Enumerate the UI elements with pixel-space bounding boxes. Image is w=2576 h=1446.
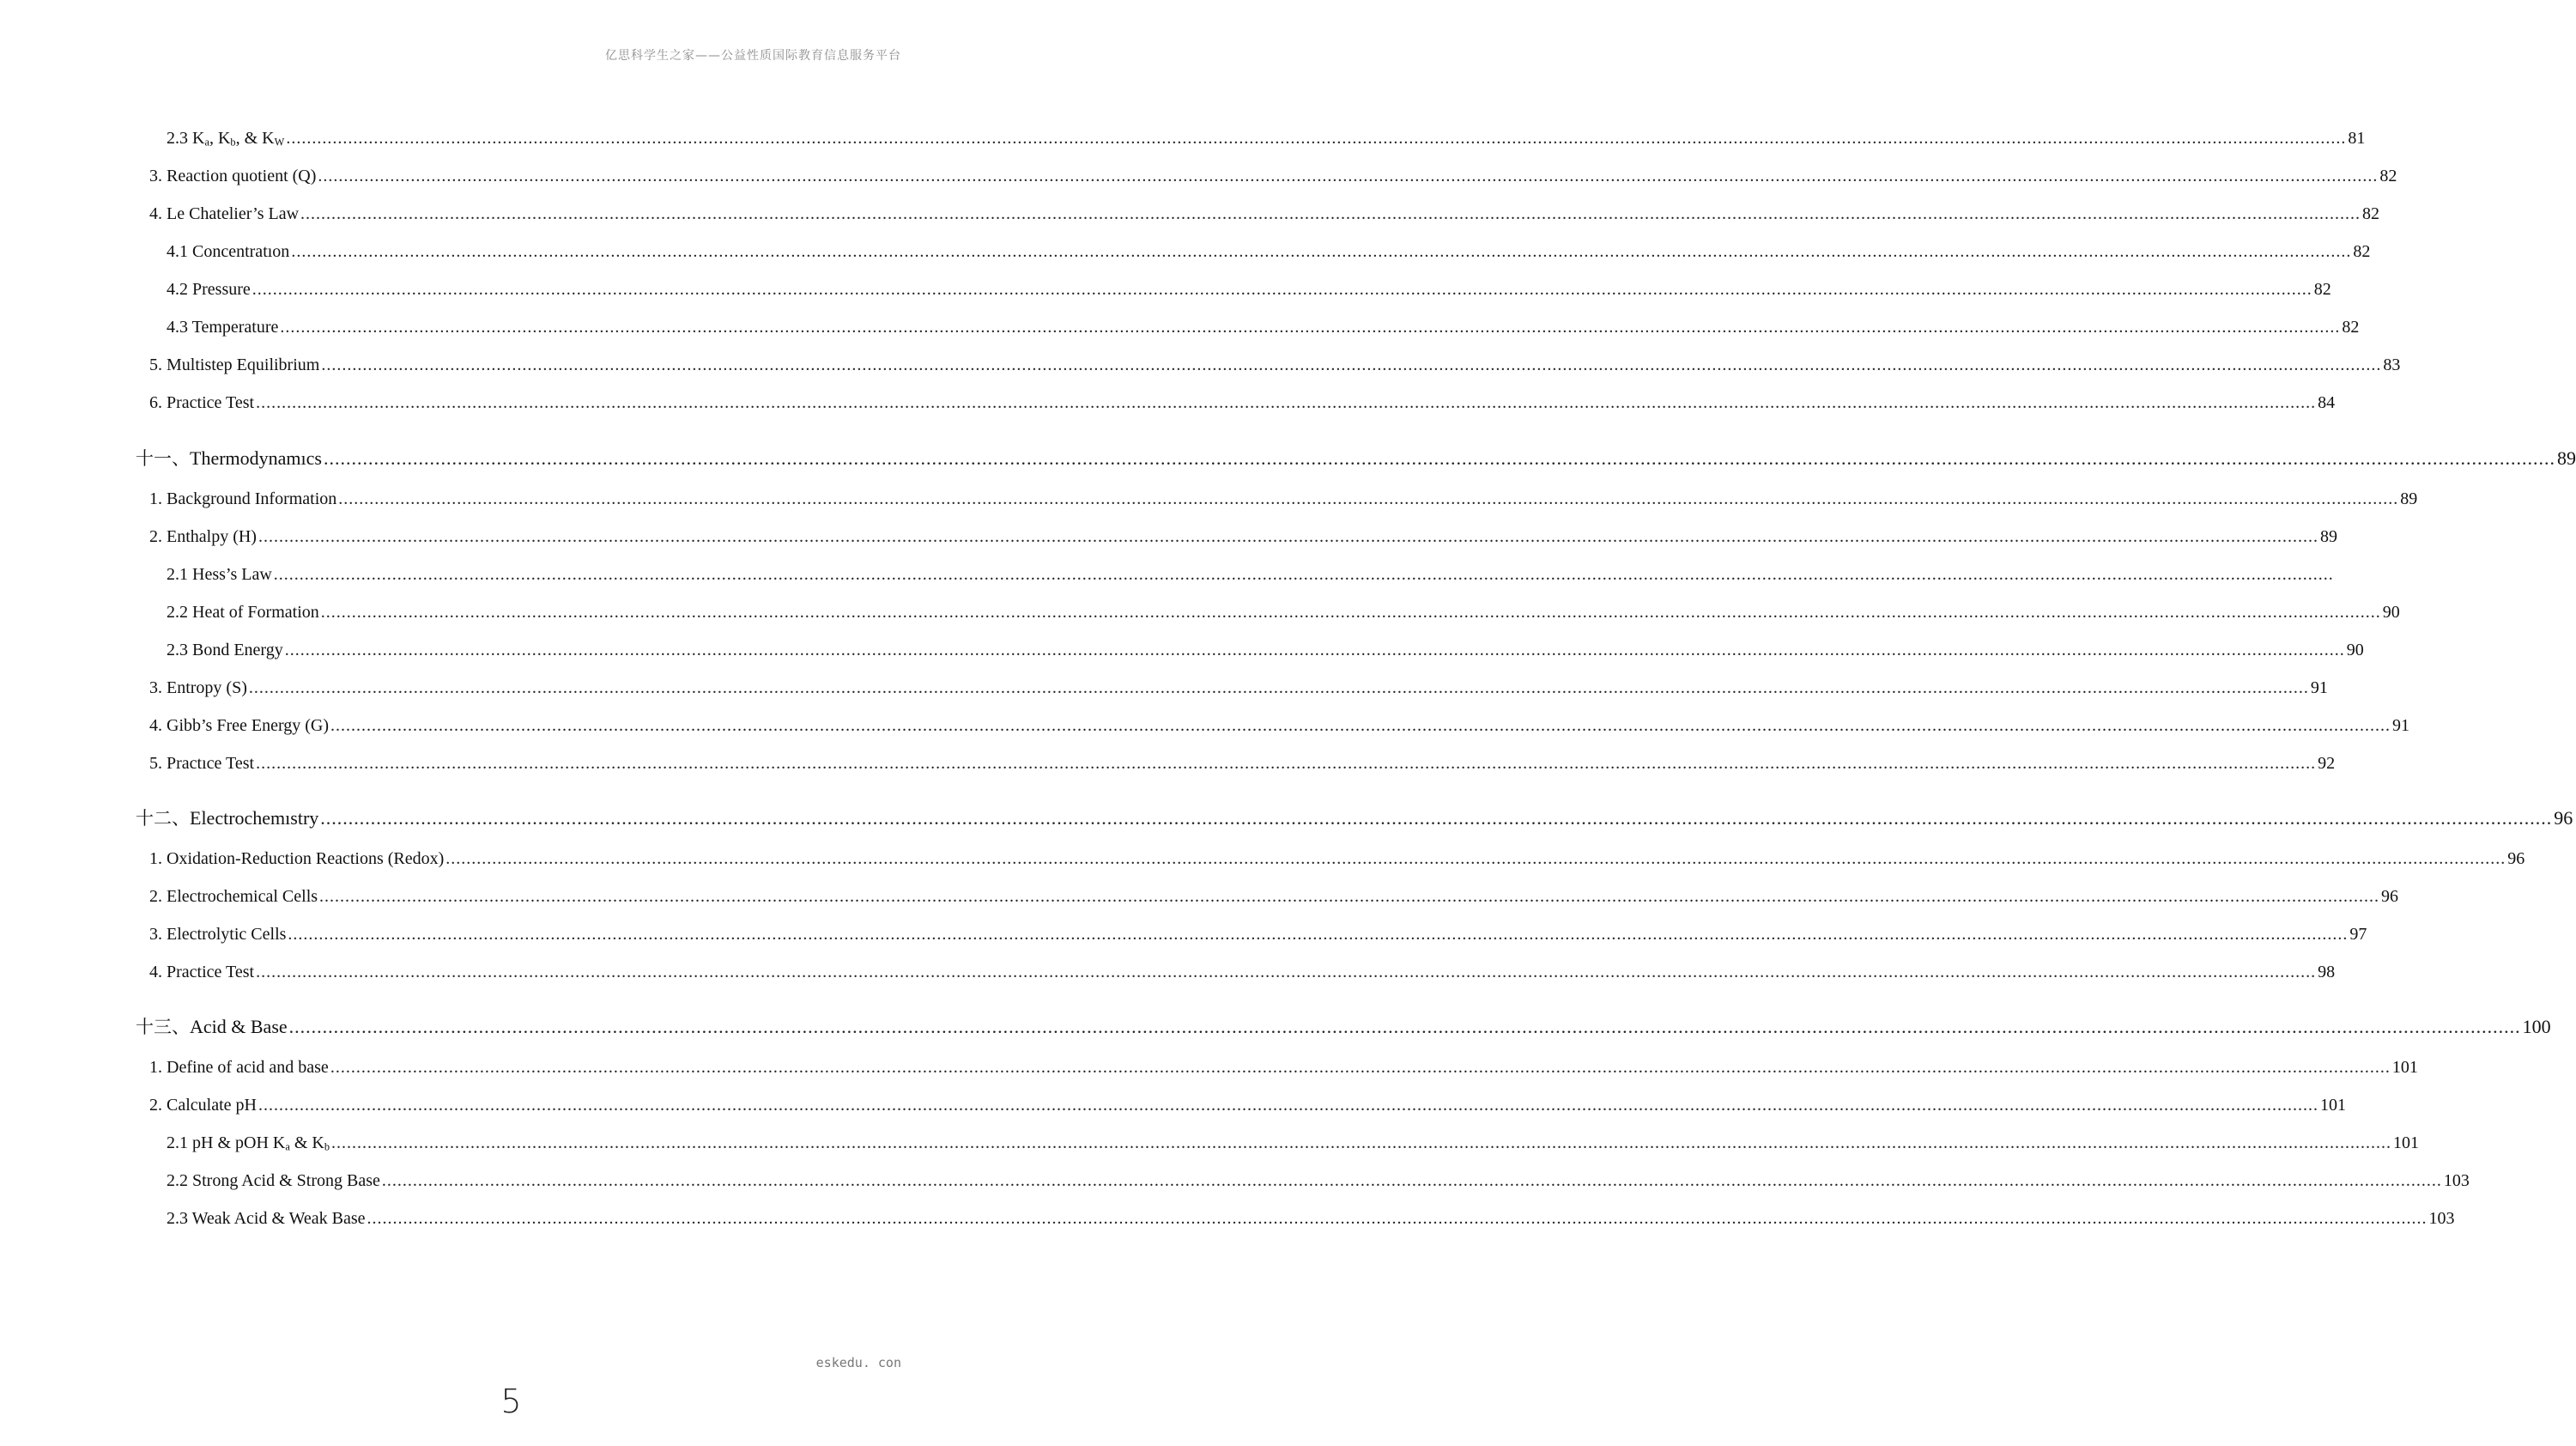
- toc-entry-heat-of-formation[interactable]: [167, 603, 2400, 623]
- dot-leader: ................................................................................................................................................................................................................................................................................................................................................................................................................: [288, 925, 2349, 944]
- toc-entry-acid-base[interactable]: [136, 1013, 2551, 1039]
- page-header: 亿思科学生之家——公益性质国际教育信息服务平台: [605, 49, 901, 63]
- toc-entry-label: 4.1 Concentratıon: [167, 242, 290, 261]
- toc-entry-page: 82: [2342, 318, 2360, 337]
- dot-leader: ................................................................................................................................................................................................................................................................................................................................................................................................................: [320, 603, 2381, 622]
- toc-entry-label: 2. Enthalpy (H): [149, 527, 257, 546]
- toc-entry-label: 1. Define of acid and base: [149, 1058, 329, 1077]
- dot-leader: ................................................................................................................................................................................................................................................................................................................................................................................................................: [288, 1016, 2521, 1037]
- toc-entry-calculate-ph[interactable]: [149, 1096, 2346, 1115]
- dot-leader: ................................................................................................................................................................................................................................................................................................................................................................................................................: [367, 1209, 2428, 1228]
- toc-entry-thermodynamics[interactable]: [136, 445, 2576, 471]
- toc-entry-label: [136, 1013, 288, 1039]
- dot-leader: ................................................................................................................................................................................................................................................................................................................................................................................................................: [252, 280, 2312, 299]
- toc-entry-page: 81: [2348, 129, 2366, 148]
- toc-entry-weak-acid-base[interactable]: [167, 1209, 2455, 1229]
- toc-entry-page: 82: [2362, 204, 2380, 223]
- toc-entry-background-information[interactable]: [149, 489, 2418, 509]
- chapter-number: 十一、: [136, 448, 190, 469]
- toc-entry-label: 4. Practice Test: [149, 963, 255, 981]
- toc-entry-practice-test-10[interactable]: [149, 393, 2336, 413]
- toc-entry-define-acid-base[interactable]: [149, 1058, 2418, 1078]
- dot-leader: ................................................................................................................................................................................................................................................................................................................................................................................................................: [338, 489, 2399, 508]
- dot-leader: ................................................................................................................................................................................................................................................................................................................................................................................................................: [273, 565, 2334, 584]
- toc-entry-page: 101: [2391, 1058, 2418, 1077]
- toc-entry-page: 91: [2392, 716, 2410, 735]
- chapter-title: Thermodynamıcs: [190, 447, 322, 469]
- toc-entry-label: 1. Oxidation-Reduction Reactions (Redox): [149, 849, 445, 868]
- dot-leader: ................................................................................................................................................................................................................................................................................................................................................................................................................: [323, 447, 2555, 469]
- toc-entry-page: 100: [2522, 1016, 2551, 1037]
- chapter-number: 十二、: [136, 808, 190, 829]
- toc-entry-label: 2. Electrochemical Cells: [149, 887, 318, 906]
- dot-leader: ................................................................................................................................................................................................................................................................................................................................................................................................................: [248, 678, 2309, 697]
- chapter-title: Acid & Base: [190, 1016, 288, 1037]
- toc-entry-label: 5. Multistep Equilibrium: [149, 355, 320, 374]
- dot-leader: ................................................................................................................................................................................................................................................................................................................................................................................................................: [445, 849, 2506, 868]
- dot-leader: ................................................................................................................................................................................................................................................................................................................................................................................................................: [321, 355, 2382, 374]
- toc-entry-page: 82: [2379, 167, 2397, 185]
- toc-entry-page: 96: [2507, 849, 2525, 868]
- toc-entry-strong-acid-base[interactable]: [167, 1171, 2470, 1191]
- toc-entry-page: 103: [2428, 1209, 2455, 1228]
- toc-entry-practice-test-11[interactable]: [149, 754, 2336, 774]
- toc-entry-page: 97: [2349, 925, 2367, 944]
- dot-leader: ................................................................................................................................................................................................................................................................................................................................................................................................................: [330, 1058, 2391, 1077]
- dot-leader: ................................................................................................................................................................................................................................................................................................................................................................................................................: [331, 1133, 2392, 1152]
- toc-entry-electrochemical-cells[interactable]: [149, 887, 2399, 907]
- toc-entry-label: 3. Entropy (S): [149, 678, 247, 697]
- dot-leader: ................................................................................................................................................................................................................................................................................................................................................................................................................: [258, 527, 2318, 546]
- toc-entry-label: 4.2 Pressure: [167, 280, 251, 299]
- toc-entry-electrolytic-cells[interactable]: [149, 925, 2367, 945]
- toc-entry-bond-energy[interactable]: [167, 641, 2364, 660]
- page-number: 5: [500, 1382, 522, 1420]
- dot-leader: ................................................................................................................................................................................................................................................................................................................................................................................................................: [320, 807, 2553, 829]
- toc-entry-page: 82: [2313, 280, 2331, 299]
- toc-entry-label: 2.2 Strong Acid & Strong Base: [167, 1171, 380, 1190]
- toc-entry-page: 90: [2382, 603, 2400, 622]
- toc-entry-entropy[interactable]: [149, 678, 2328, 698]
- toc-entry-temperature[interactable]: [167, 318, 2360, 337]
- toc-entry-label: 2.3 $K_a$, $K_b$, & $K_W$: [167, 129, 285, 149]
- chapter-number: 十三、: [136, 1017, 190, 1037]
- toc-entry-label: 4. Le Chatelier’s Law: [149, 204, 300, 223]
- dot-leader: ................................................................................................................................................................................................................................................................................................................................................................................................................: [319, 887, 2380, 906]
- dot-leader: ................................................................................................................................................................................................................................................................................................................................................................................................................: [318, 167, 2379, 185]
- toc-entry-hess-law[interactable]: [167, 565, 2334, 585]
- toc-entry-label: [136, 805, 318, 830]
- toc-entry-page: 82: [2353, 242, 2371, 261]
- toc-entry-redox[interactable]: [149, 849, 2525, 869]
- toc-entry-practice-test-12[interactable]: [149, 963, 2336, 982]
- dot-leader: ................................................................................................................................................................................................................................................................................................................................................................................................................: [300, 204, 2361, 223]
- toc-entry-label: 2.1 Hess’s Law: [167, 565, 272, 584]
- toc-entry-page: 96: [2554, 807, 2573, 829]
- toc-entry-le-chatelier[interactable]: [149, 204, 2380, 224]
- dot-leader: ................................................................................................................................................................................................................................................................................................................................................................................................................: [286, 129, 2347, 148]
- dot-leader: ................................................................................................................................................................................................................................................................................................................................................................................................................: [330, 716, 2391, 735]
- toc-entry-page: 83: [2383, 355, 2401, 374]
- toc-entry-reaction-quotient[interactable]: [149, 167, 2397, 186]
- toc-entry-ka-kb-kw[interactable]: [167, 129, 2366, 149]
- toc-entry-multistep-equilibrium[interactable]: [149, 355, 2401, 375]
- toc-entry-label: 3. Electrolytic Cells: [149, 925, 287, 944]
- dot-leader: ................................................................................................................................................................................................................................................................................................................................................................................................................: [256, 754, 2317, 773]
- dot-leader: ................................................................................................................................................................................................................................................................................................................................................................................................................: [258, 1096, 2318, 1115]
- toc-entry-pressure[interactable]: [167, 280, 2331, 300]
- toc-entry-page: 96: [2381, 887, 2399, 906]
- toc-entry-label: 2. Calculate pH: [149, 1096, 257, 1115]
- dot-leader: ................................................................................................................................................................................................................................................................................................................................................................................................................: [284, 641, 2345, 659]
- toc-entry-page: 89: [2556, 447, 2576, 469]
- toc-entry-page: 98: [2318, 963, 2336, 981]
- toc-entry-label: 5. Practıce Test: [149, 754, 255, 773]
- toc-entry-label: 2.2 Heat of Formation: [167, 603, 319, 622]
- dot-leader: ................................................................................................................................................................................................................................................................................................................................................................................................................: [280, 318, 2341, 337]
- toc-entry-label: 2.3 Weak Acid & Weak Base: [167, 1209, 366, 1228]
- toc-entry-label: 4.3 Temperature: [167, 318, 279, 337]
- toc-entry-gibbs-free-energy[interactable]: [149, 716, 2410, 736]
- toc-entry-label: 2.1 pH & pOH $K_a$ & $K_b$: [167, 1133, 330, 1153]
- toc-entry-page: 91: [2310, 678, 2328, 697]
- toc-entry-page: 84: [2318, 393, 2336, 412]
- dot-leader: ................................................................................................................................................................................................................................................................................................................................................................................................................: [291, 242, 2352, 261]
- toc-entry-page: 101: [2393, 1133, 2420, 1152]
- chapter-title: Electrochemıstry: [190, 807, 319, 829]
- toc-entry-page: 101: [2319, 1096, 2346, 1115]
- toc-entry-label: 3. Reaction quotient (Q): [149, 167, 317, 185]
- toc-entry-enthalpy[interactable]: [149, 527, 2337, 547]
- toc-entry-page: 89: [2400, 489, 2418, 508]
- toc-entry-label: 1. Background Information: [149, 489, 337, 508]
- toc-entry-label: 2.3 Bond Energy: [167, 641, 283, 659]
- toc-entry-label: [136, 445, 322, 471]
- toc-entry-electrochemistry[interactable]: [136, 805, 2573, 830]
- footer-site: eskedu. con: [815, 1355, 901, 1370]
- toc-entry-ph-poh[interactable]: [167, 1133, 2420, 1153]
- toc-entry-page: 90: [2346, 641, 2364, 659]
- toc-entry-page: 89: [2319, 527, 2337, 546]
- dot-leader: ................................................................................................................................................................................................................................................................................................................................................................................................................: [256, 963, 2317, 981]
- toc-entry-page: 92: [2318, 754, 2336, 773]
- toc-entry-label: 6. Practice Test: [149, 393, 255, 412]
- toc-entry-concentration[interactable]: [167, 242, 2371, 262]
- dot-leader: ................................................................................................................................................................................................................................................................................................................................................................................................................: [381, 1171, 2442, 1190]
- toc-entry-label: 4. Gibb’s Free Energy (G): [149, 716, 330, 735]
- toc-entry-page: 103: [2443, 1171, 2470, 1190]
- dot-leader: ................................................................................................................................................................................................................................................................................................................................................................................................................: [256, 393, 2317, 412]
